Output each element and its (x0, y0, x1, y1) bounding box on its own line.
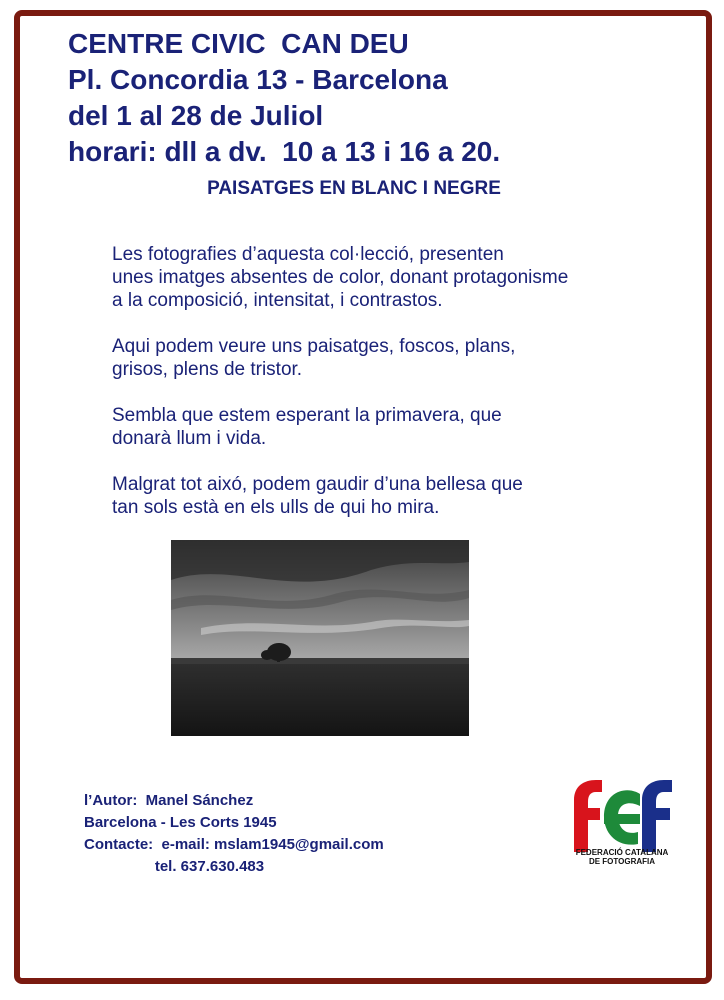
text-line: tan sols està en els ulls de qui ho mira. (112, 497, 440, 518)
text-line: donarà llum i vida. (112, 428, 267, 449)
author-phone: tel. 637.630.483 (84, 858, 265, 875)
author-name: l’Autor: Manel Sánchez (84, 792, 254, 809)
text-line: Les fotografies d’aquesta col·lecció, presenten (112, 244, 504, 265)
opening-hours: horari: dll a dv. 10 a 13 i 16 a 20. (68, 136, 501, 167)
paragraph (112, 473, 692, 519)
event-header (68, 26, 500, 170)
venue-name: CENTRE CIVIC CAN DEU (68, 28, 409, 59)
exhibition-dates: del 1 al 28 de Juliol (68, 100, 324, 131)
paragraph (112, 243, 692, 312)
author-origin: Barcelona - Les Corts 1945 (84, 814, 277, 831)
text-line: Sembla que estem esperant la primavera, que (112, 405, 502, 426)
description (112, 243, 692, 542)
text-line: a la composició, intensitat, i contrastos. (112, 290, 443, 311)
text-line: Malgrat tot aixó, podem gaudir d’una bellesa que (112, 474, 523, 495)
exhibition-title: PAISATGES EN BLANC I NEGRE (207, 178, 501, 199)
logo-line: FEDERACIÓ CATALANA (575, 848, 669, 857)
text-line: Aqui podem veure uns paisatges, foscos, plans, (112, 336, 516, 357)
paragraph (112, 404, 692, 450)
logo-caption (560, 848, 684, 866)
venue-address: Pl. Concordia 13 - Barcelona (68, 64, 448, 95)
author-info (84, 790, 384, 878)
text-line: unes imatges absentes de color, donant protagonisme (112, 267, 569, 288)
logo-line: DE FOTOGRAFIA (588, 857, 656, 866)
author-email: Contacte: e-mail: mslam1945@gmail.com (84, 836, 384, 853)
landscape-photo (171, 540, 469, 736)
text-line: grisos, plens de tristor. (112, 359, 303, 380)
paragraph (112, 335, 692, 381)
